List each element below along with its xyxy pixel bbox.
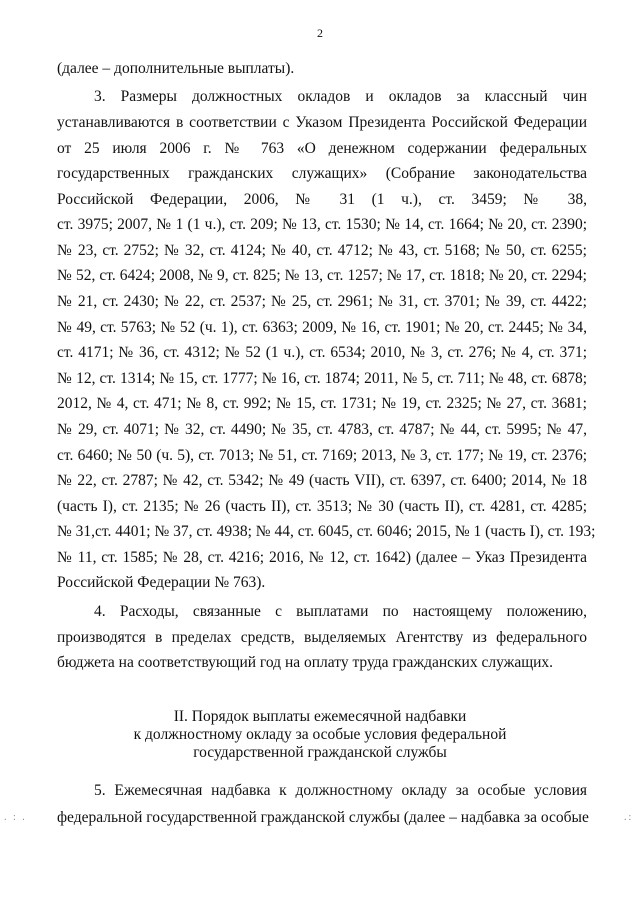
section-heading-line-1: II. Порядок выплаты ежемесячной надбавки bbox=[173, 708, 467, 725]
text-line: (часть I), ст. 2135; № 26 (часть II), ст. 3513; № 30 (часть II), ст. 4281, ст. 4285; bbox=[57, 498, 587, 515]
scan-artifact-right: .: bbox=[624, 812, 634, 823]
text-line: № 49, ст. 5763; № 52 (ч. 1), ст. 6363; 2009, № 16, ст. 1901; № 20, ст. 2445; № 34, bbox=[57, 319, 587, 336]
text-line: № 31,ст. 4401; № 37, ст. 4938; № 44, ст. 6045, ст. 6046; 2015, № 1 (часть I), ст. 193; bbox=[57, 523, 596, 540]
text-line: № 52, ст. 6424; 2008, № 9, ст. 825; № 13, ст. 1257; № 17, ст. 1818; № 20, ст. 2294; bbox=[57, 267, 587, 284]
text-line: бюджета на соответствующий год на оплату труда гражданских служащих. bbox=[57, 654, 554, 671]
text-line: № 29, ст. 4071; № 32, ст. 4490; № 35, ст. 4783, ст. 4787; № 44, ст. 5995; № 47, bbox=[57, 421, 587, 438]
text-line: государственных гражданских служащих» (Собрание законодательства bbox=[57, 165, 587, 182]
text-line: № 22, ст. 2787; № 42, ст. 5342; № 49 (часть VII), ст. 6397, ст. 6400; 2014, № 18 bbox=[57, 472, 587, 489]
text-line: ст. 6460; № 50 (ч. 5), ст. 7013; № 51, ст. 7169; 2013, № 3, ст. 177; № 19, ст. 2376; bbox=[57, 447, 587, 464]
section-heading-line-2: к должностному окладу за особые условия федеральной bbox=[133, 726, 507, 743]
text-line: № 12, ст. 1314; № 15, ст. 1777; № 16, ст. 1874; 2011, № 5, ст. 711; № 48, ст. 6878; bbox=[57, 370, 587, 387]
text-line: Российской Федерации, 2006, № 31 (1 ч.), ст. 3459; № 38, bbox=[57, 191, 587, 208]
scan-artifact-left: . : . bbox=[4, 812, 27, 823]
paragraph-5-first-line: 5. Ежемесячная надбавка к должностному окладу за особые условия bbox=[94, 782, 587, 799]
paragraph-3-first-line: 3. Размеры должностных окладов и окладов за классный чин bbox=[94, 88, 587, 105]
text-line: № 23, ст. 2752; № 32, ст. 4124; № 40, ст. 4712; № 43, ст. 5168; № 50, ст. 6255; bbox=[57, 242, 587, 259]
text-line: 2012, № 4, ст. 471; № 8, ст. 992; № 15, ст. 1731; № 19, ст. 2325; № 27, ст. 3681; bbox=[57, 395, 587, 412]
text-line: (далее – дополнительные выплаты). bbox=[57, 60, 295, 77]
text-line: № 11, ст. 1585; № 28, ст. 4216; 2016, № 12, ст. 1642) (далее – Указ Президента bbox=[57, 549, 587, 566]
text-line: от 25 июля 2006 г. № 763 «О денежном содержании федеральных bbox=[57, 140, 587, 157]
text-line: ст. 3975; 2007, № 1 (1 ч.), ст. 209; № 13, ст. 1530; № 14, ст. 1664; № 20, ст. 2390; bbox=[57, 216, 587, 233]
text-line: ст. 4171; № 36, ст. 4312; № 52 (1 ч.), ст. 6534; 2010, № 3, ст. 276; № 4, ст. 371; bbox=[57, 344, 587, 361]
page-number: 2 bbox=[317, 26, 323, 40]
paragraph-4-first-line: 4. Расходы, связанные с выплатами по настоящему положению, bbox=[94, 603, 587, 620]
text-line: Российской Федерации № 763). bbox=[57, 574, 266, 591]
text-line: производятся в пределах средств, выделяемых Агентству из федерального bbox=[57, 629, 587, 646]
text-line: устанавливаются в соответствии с Указом Президента Российской Федерации bbox=[57, 114, 587, 131]
text-line: № 21, ст. 2430; № 22, ст. 2537; № 25, ст. 2961; № 31, ст. 3701; № 39, ст. 4422; bbox=[57, 293, 587, 310]
text-line: федеральной государственной гражданской службы (далее – надбавка за особые bbox=[57, 809, 589, 826]
section-heading-line-3: государственной гражданской службы bbox=[193, 744, 447, 761]
